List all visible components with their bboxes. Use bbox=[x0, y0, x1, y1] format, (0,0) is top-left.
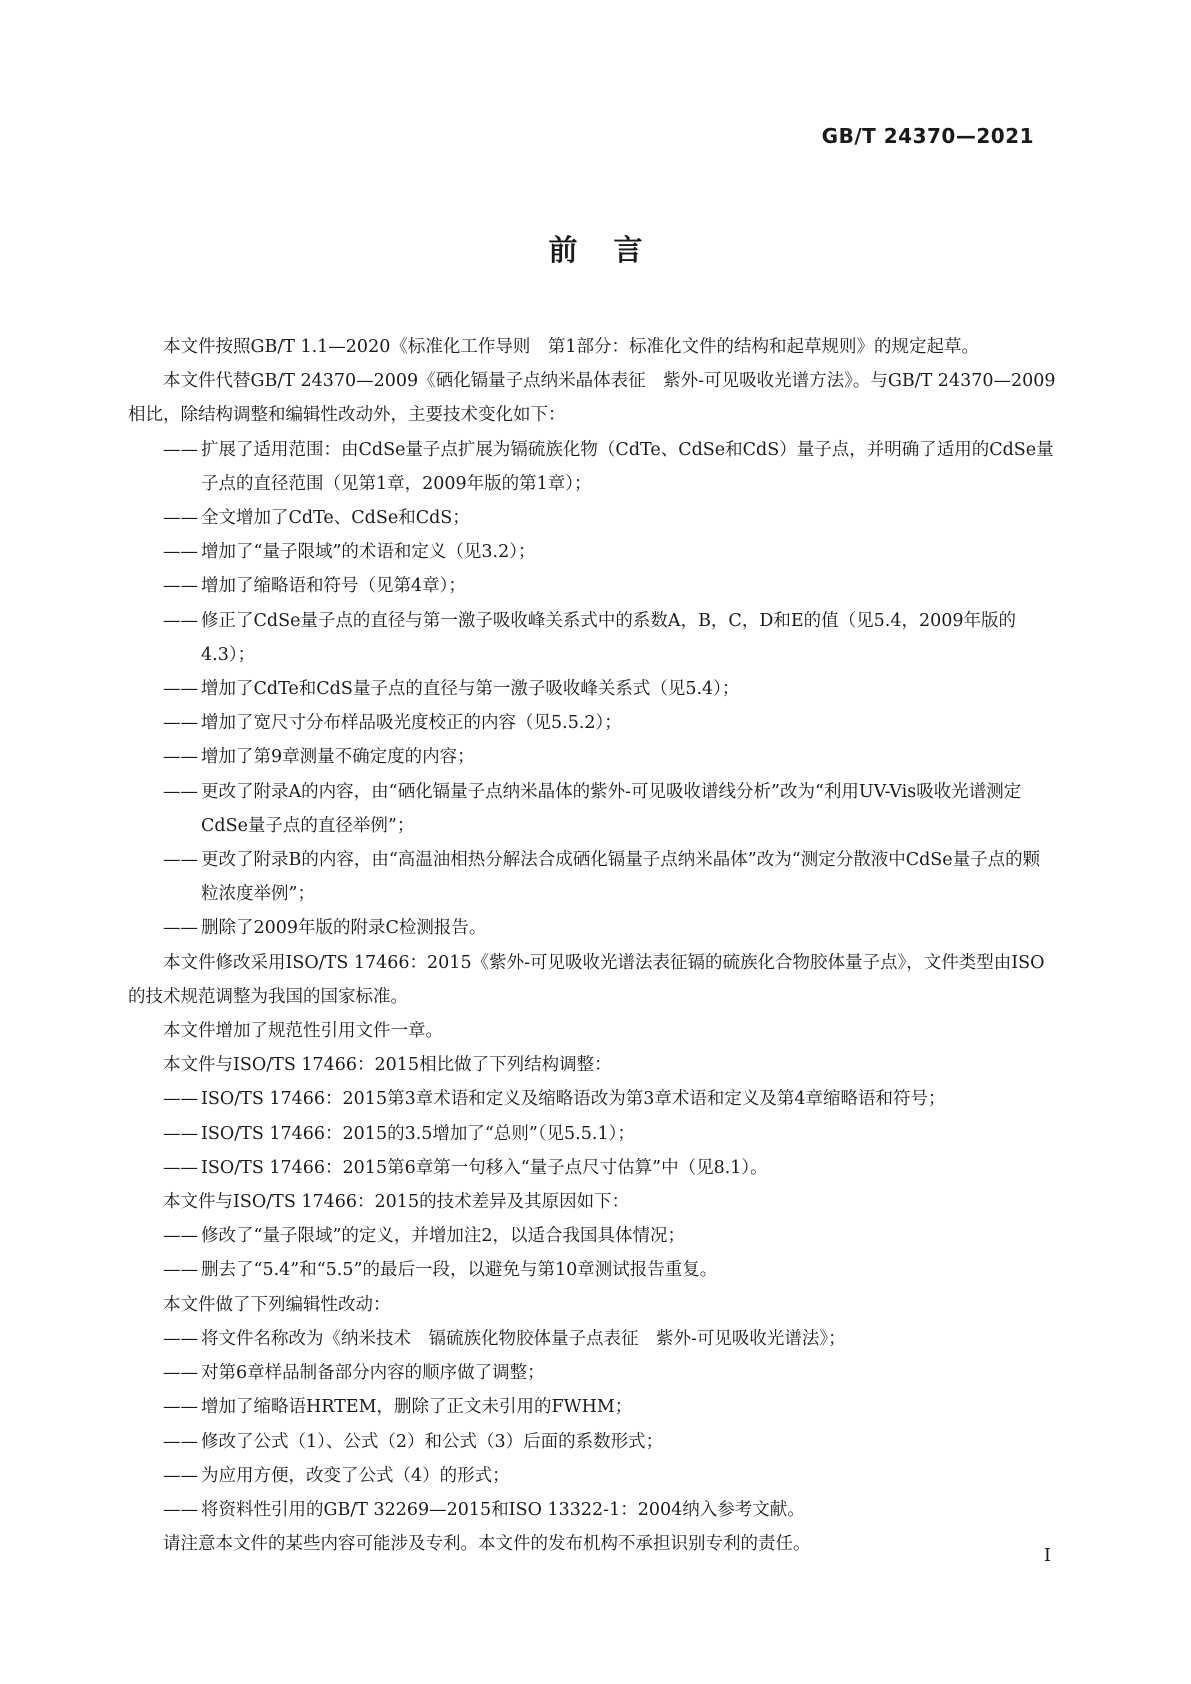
list-item-text: 将文件名称改为《纳米技术 镉硫族化物胶体量子点表征 紫外-可见吸收光谱法》； bbox=[201, 1328, 846, 1349]
dash-marker: —— bbox=[163, 1123, 198, 1144]
list-item-text: 增加了宽尺寸分布样品吸光度校正的内容（见5.5.2）； bbox=[201, 713, 622, 734]
list-item bbox=[128, 569, 1056, 603]
list-item bbox=[128, 1493, 1056, 1527]
list-item-text: 修改了公式（1）、公式（2）和公式（3）后面的系数形式； bbox=[201, 1431, 664, 1452]
list-item-text: 对第6章样品制备部分内容的顺序做了调整； bbox=[201, 1363, 545, 1384]
list-item-text: 删去了“5.4”和“5.5”的最后一段，以避免与第10章测试报告重复。 bbox=[201, 1260, 718, 1281]
list-item bbox=[128, 1390, 1056, 1424]
technical-changes-list bbox=[128, 433, 1056, 946]
dash-marker: —— bbox=[163, 1499, 198, 1520]
dash-marker: —— bbox=[163, 1260, 198, 1281]
dash-marker: —— bbox=[163, 747, 198, 768]
list-item bbox=[128, 1082, 1056, 1116]
list-item-text: 修正了CdSe量子点的直径与第一激子吸收峰关系式中的系数A，B，C，D和E的值（见5.4，2009年版的4.3）； bbox=[201, 610, 1016, 665]
list-item-text: 增加了缩略语和符号（见第4章）； bbox=[201, 576, 466, 597]
list-item-text: 修改了“量子限域”的定义，并增加注2，以适合我国具体情况； bbox=[201, 1226, 686, 1247]
list-item bbox=[128, 1356, 1056, 1390]
list-item bbox=[128, 433, 1056, 501]
dash-marker: —— bbox=[163, 1397, 198, 1418]
list-item-text: 全文增加了CdTe、CdSe和CdS； bbox=[201, 508, 470, 529]
list-item-text: 增加了第9章测量不确定度的内容； bbox=[201, 747, 475, 768]
list-item bbox=[128, 501, 1056, 535]
list-item bbox=[128, 706, 1056, 740]
list-item-text: ISO/TS 17466：2015第6章第一句移入“量子点尺寸估算”中（见8.1）。 bbox=[201, 1157, 768, 1178]
dash-marker: —— bbox=[163, 781, 198, 802]
paragraph: 本文件按照GB/T 1.1—2020《标准化工作导则 第1部分：标准化文件的结构和起草规则》的规定起草。 bbox=[163, 337, 979, 357]
dash-marker: —— bbox=[163, 542, 198, 563]
list-item bbox=[128, 740, 1056, 774]
list-item bbox=[128, 604, 1056, 672]
dash-marker: —— bbox=[163, 679, 198, 700]
list-item bbox=[128, 1219, 1056, 1253]
list-item-text: 更改了附录A的内容，由“硒化镉量子点纳米晶体的紫外-可见吸收谱线分析”改为“利用UV-Vis吸收光谱测定CdSe量子点的直径举例”； bbox=[201, 781, 1022, 836]
dash-marker: —— bbox=[163, 713, 198, 734]
dash-marker: —— bbox=[163, 439, 198, 460]
dash-marker: —— bbox=[163, 576, 198, 597]
paragraph: 本文件与ISO/TS 17466：2015相比做了下列结构调整： bbox=[163, 1055, 612, 1076]
list-item bbox=[128, 843, 1056, 911]
paragraph: 本文件修改采用ISO/TS 17466：2015《紫外-可见吸收光谱法表征镉的硫族化合物胶体量子点》，文件类型由ISO的技术规范调整为我国的国家标准。 bbox=[128, 952, 1045, 1007]
paragraph: 本文件代替GB/T 24370—2009《硒化镉量子点纳米晶体表征 紫外-可见吸收光谱方法》。与GB/T 24370—2009相比，除结构调整和编辑性改动外，主要技术变化如下： bbox=[128, 371, 1056, 426]
technical-differences-list bbox=[128, 1219, 1056, 1287]
paragraph: 本文件做了下列编辑性改动： bbox=[163, 1294, 391, 1315]
dash-marker: —— bbox=[163, 1328, 198, 1349]
paragraph: 请注意本文件的某些内容可能涉及专利。本文件的发布机构不承担识别专利的责任。 bbox=[163, 1534, 811, 1555]
list-item-text: 增加了CdTe和CdS量子点的直径与第一激子吸收峰关系式（见5.4）； bbox=[201, 679, 740, 700]
dash-marker: —— bbox=[163, 918, 198, 939]
list-item-text: 扩展了适用范围：由CdSe量子点扩展为镉硫族化物（CdTe、CdSe和CdS）量子点，并明确了适用的CdSe量子点的直径范围（见第1章，2009年版的第1章）； bbox=[201, 439, 1054, 494]
list-item bbox=[128, 1151, 1056, 1185]
page-number: I bbox=[1043, 1545, 1051, 1566]
list-item-text: 将资料性引用的GB/T 32269—2015和ISO 13322-1：2004纳入参考文献。 bbox=[201, 1499, 805, 1520]
list-item-text: 增加了缩略语HRTEM，删除了正文未引用的FWHM； bbox=[201, 1397, 633, 1418]
paragraph: 本文件增加了规范性引用文件一章。 bbox=[163, 1021, 443, 1042]
list-item bbox=[128, 1253, 1056, 1287]
list-item bbox=[128, 911, 1056, 945]
list-item bbox=[128, 775, 1056, 843]
list-item bbox=[128, 535, 1056, 569]
editorial-changes-list bbox=[128, 1322, 1056, 1527]
list-item-text: ISO/TS 17466：2015第3章术语和定义及缩略语改为第3章术语和定义及第4章缩略语和符号； bbox=[201, 1089, 946, 1110]
list-item bbox=[128, 1459, 1056, 1493]
list-item-text: ISO/TS 17466：2015的3.5增加了“总则”（见5.5.1）； bbox=[201, 1123, 635, 1144]
dash-marker: —— bbox=[163, 508, 198, 529]
dash-marker: —— bbox=[163, 1431, 198, 1452]
list-item-text: 删除了2009年版的附录C检测报告。 bbox=[201, 918, 487, 939]
list-item bbox=[128, 1322, 1056, 1356]
list-item-text: 为应用方便，改变了公式（4）的形式； bbox=[201, 1465, 510, 1486]
dash-marker: —— bbox=[163, 1363, 198, 1384]
list-item bbox=[128, 1117, 1056, 1151]
standard-number: GB/T 24370—2021 bbox=[821, 124, 1034, 148]
list-item-text: 增加了“量子限域”的术语和定义（见3.2）； bbox=[201, 542, 536, 563]
list-item-text: 更改了附录B的内容，由“高温油相热分解法合成硒化镉量子点纳米晶体”改为“测定分散液中CdSe量子点的颗粒浓度举例”； bbox=[201, 850, 1041, 905]
structural-changes-list bbox=[128, 1082, 1056, 1185]
dash-marker: —— bbox=[163, 850, 198, 871]
list-item bbox=[128, 672, 1056, 706]
dash-marker: —— bbox=[163, 1089, 198, 1110]
paragraph: 本文件与ISO/TS 17466：2015的技术差异及其原因如下： bbox=[163, 1192, 630, 1213]
document-body bbox=[128, 330, 1056, 1561]
dash-marker: —— bbox=[163, 1157, 198, 1178]
list-item bbox=[128, 1425, 1056, 1459]
dash-marker: —— bbox=[163, 1465, 198, 1486]
page-title: 前言 bbox=[548, 233, 679, 267]
dash-marker: —— bbox=[163, 610, 198, 631]
dash-marker: —— bbox=[163, 1226, 198, 1247]
